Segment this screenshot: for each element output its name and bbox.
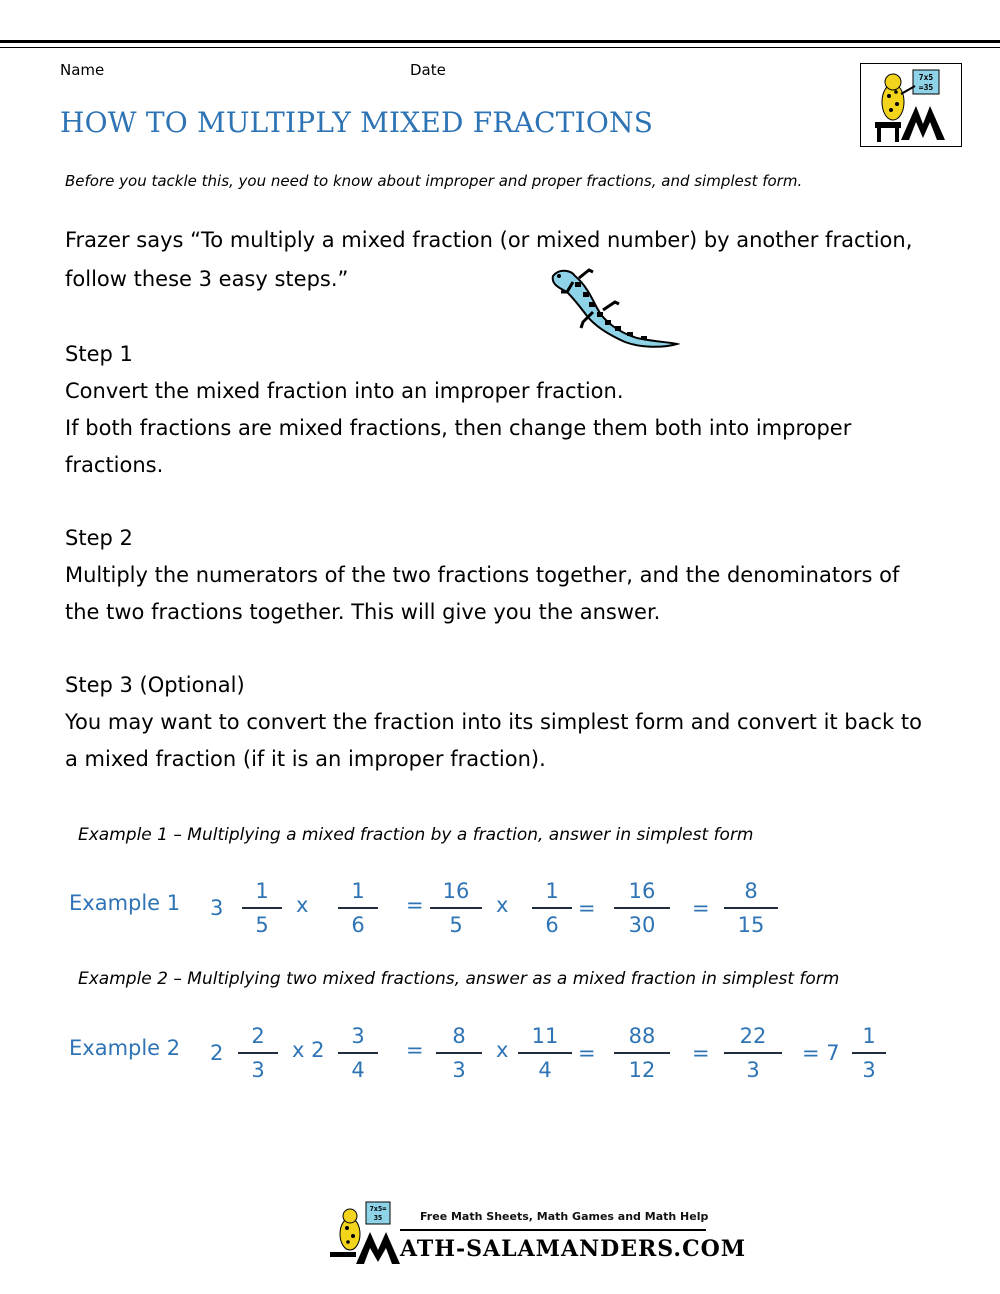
example-1-label: Example 1 [69,891,181,915]
logo-board-line1: 7x5 [918,73,934,82]
denominator: 3 [862,1057,876,1082]
ex2-equals-3: = [692,1041,710,1065]
numerator: 1 [351,879,365,903]
top-rule-thin [0,47,1000,48]
denominator: 30 [628,912,656,937]
fraction-bar [242,907,282,909]
ex2-frac-3 [436,1023,482,1083]
ex2-frac-5 [614,1023,670,1083]
salamander-logo-icon [861,64,961,146]
ex2-times-2: x [496,1038,509,1062]
ex1-frac-4 [532,878,572,938]
footer-badge-line1: 7x5= [369,1205,387,1213]
step-1-line-1: Convert the mixed fraction into an improper fraction. [65,379,624,403]
numerator: 2 [251,1024,265,1048]
ex1-equals-1: = [406,893,424,917]
step-1-line-3: fractions. [65,453,164,477]
logo-board-line2: =35 [918,83,934,92]
footer-salamander-icon [326,1198,406,1268]
denominator: 6 [351,912,365,937]
footer-site-name[interactable]: ATH-SALAMANDERS.COM [400,1236,747,1262]
ex1-frac-5 [614,878,670,938]
ex2-equals-2: = [578,1041,596,1065]
step-1-heading: Step 1 [65,342,133,366]
numerator: 16 [442,879,470,903]
fraction-bar [430,907,482,909]
denominator: 4 [538,1057,552,1082]
example-2-label: Example 2 [69,1036,181,1060]
denominator: 12 [628,1057,656,1082]
fraction-bar [724,907,778,909]
ex2-frac-2 [338,1023,378,1083]
fraction-bar [614,1052,670,1054]
denominator: 15 [737,912,765,937]
ex1-frac-6 [724,878,778,938]
ex1-frac-1 [242,878,282,938]
step-3-line-2: a mixed fraction (if it is an improper fraction). [65,747,546,771]
ex1-times-1: x [296,893,309,917]
ex2-equals-4: = 7 [802,1041,840,1065]
numerator: 8 [452,1024,466,1048]
ex2-frac-6 [724,1023,782,1083]
fraction-bar [338,907,378,909]
frazer-line-2: follow these 3 easy steps.” [65,267,349,291]
ex1-frac-2 [338,878,378,938]
footer-badge-line2: 35 [373,1214,383,1222]
footer-rule [400,1229,706,1231]
date-label: Date [410,61,446,79]
numerator: 88 [628,1024,656,1048]
numerator: 1 [862,1024,876,1048]
numerator: 11 [531,1024,559,1048]
ex2-frac-1 [238,1023,278,1083]
denominator: 3 [746,1057,760,1082]
fraction-bar [238,1052,278,1054]
intro-note: Before you tackle this, you need to know about improper and proper fractions, and simplest form. [65,172,803,190]
numerator: 16 [628,879,656,903]
fraction-bar [532,907,572,909]
fraction-bar [724,1052,782,1054]
ex2-equals-1: = [406,1038,424,1062]
numerator: 3 [351,1024,365,1048]
denominator: 3 [251,1057,265,1082]
footer-tagline: Free Math Sheets, Math Games and Math Help [420,1210,709,1223]
denominator: 5 [255,912,269,937]
fraction-bar [852,1052,886,1054]
denominator: 4 [351,1057,365,1082]
ex1-equals-2: = [578,896,596,920]
frazer-line-1: Frazer says “To multiply a mixed fraction (or mixed number) by another fraction, [65,228,913,252]
ex1-times-2: x [496,893,509,917]
ex2-times-1: x 2 [292,1038,325,1062]
ex1-frac-3 [430,878,482,938]
fraction-bar [338,1052,378,1054]
numerator: 8 [744,879,758,903]
ex2-whole: 2 [210,1041,224,1065]
numerator: 22 [739,1024,767,1048]
denominator: 3 [452,1057,466,1082]
denominator: 6 [545,912,559,937]
step-3-heading: Step 3 (Optional) [65,673,245,697]
step-1-line-2: If both fractions are mixed fractions, then change them both into improper [65,416,852,440]
ex1-whole: 3 [210,896,224,920]
fraction-bar [614,907,670,909]
example-1-caption: Example 1 – Multiplying a mixed fraction by a fraction, answer in simplest form [78,825,754,845]
example-2-caption: Example 2 – Multiplying two mixed fractions, answer as a mixed fraction in simplest form [78,969,840,989]
name-label: Name [60,61,105,79]
fraction-bar [518,1052,572,1054]
ex2-frac-4 [518,1023,572,1083]
step-2-line-1: Multiply the numerators of the two fractions together, and the denominators of [65,563,900,587]
fraction-bar [436,1052,482,1054]
numerator: 1 [255,879,269,903]
top-rule-thick [0,40,1000,43]
step-2-heading: Step 2 [65,526,133,550]
salamander-logo [860,63,962,147]
ex2-frac-7 [852,1023,886,1083]
page-title: HOW TO MULTIPLY MIXED FRACTIONS [60,106,654,139]
step-2-line-2: the two fractions together. This will give you the answer. [65,600,661,624]
ex1-equals-3: = [692,896,710,920]
numerator: 1 [545,879,559,903]
denominator: 5 [449,912,463,937]
step-3-line-1: You may want to convert the fraction into its simplest form and convert it back to [65,710,922,734]
